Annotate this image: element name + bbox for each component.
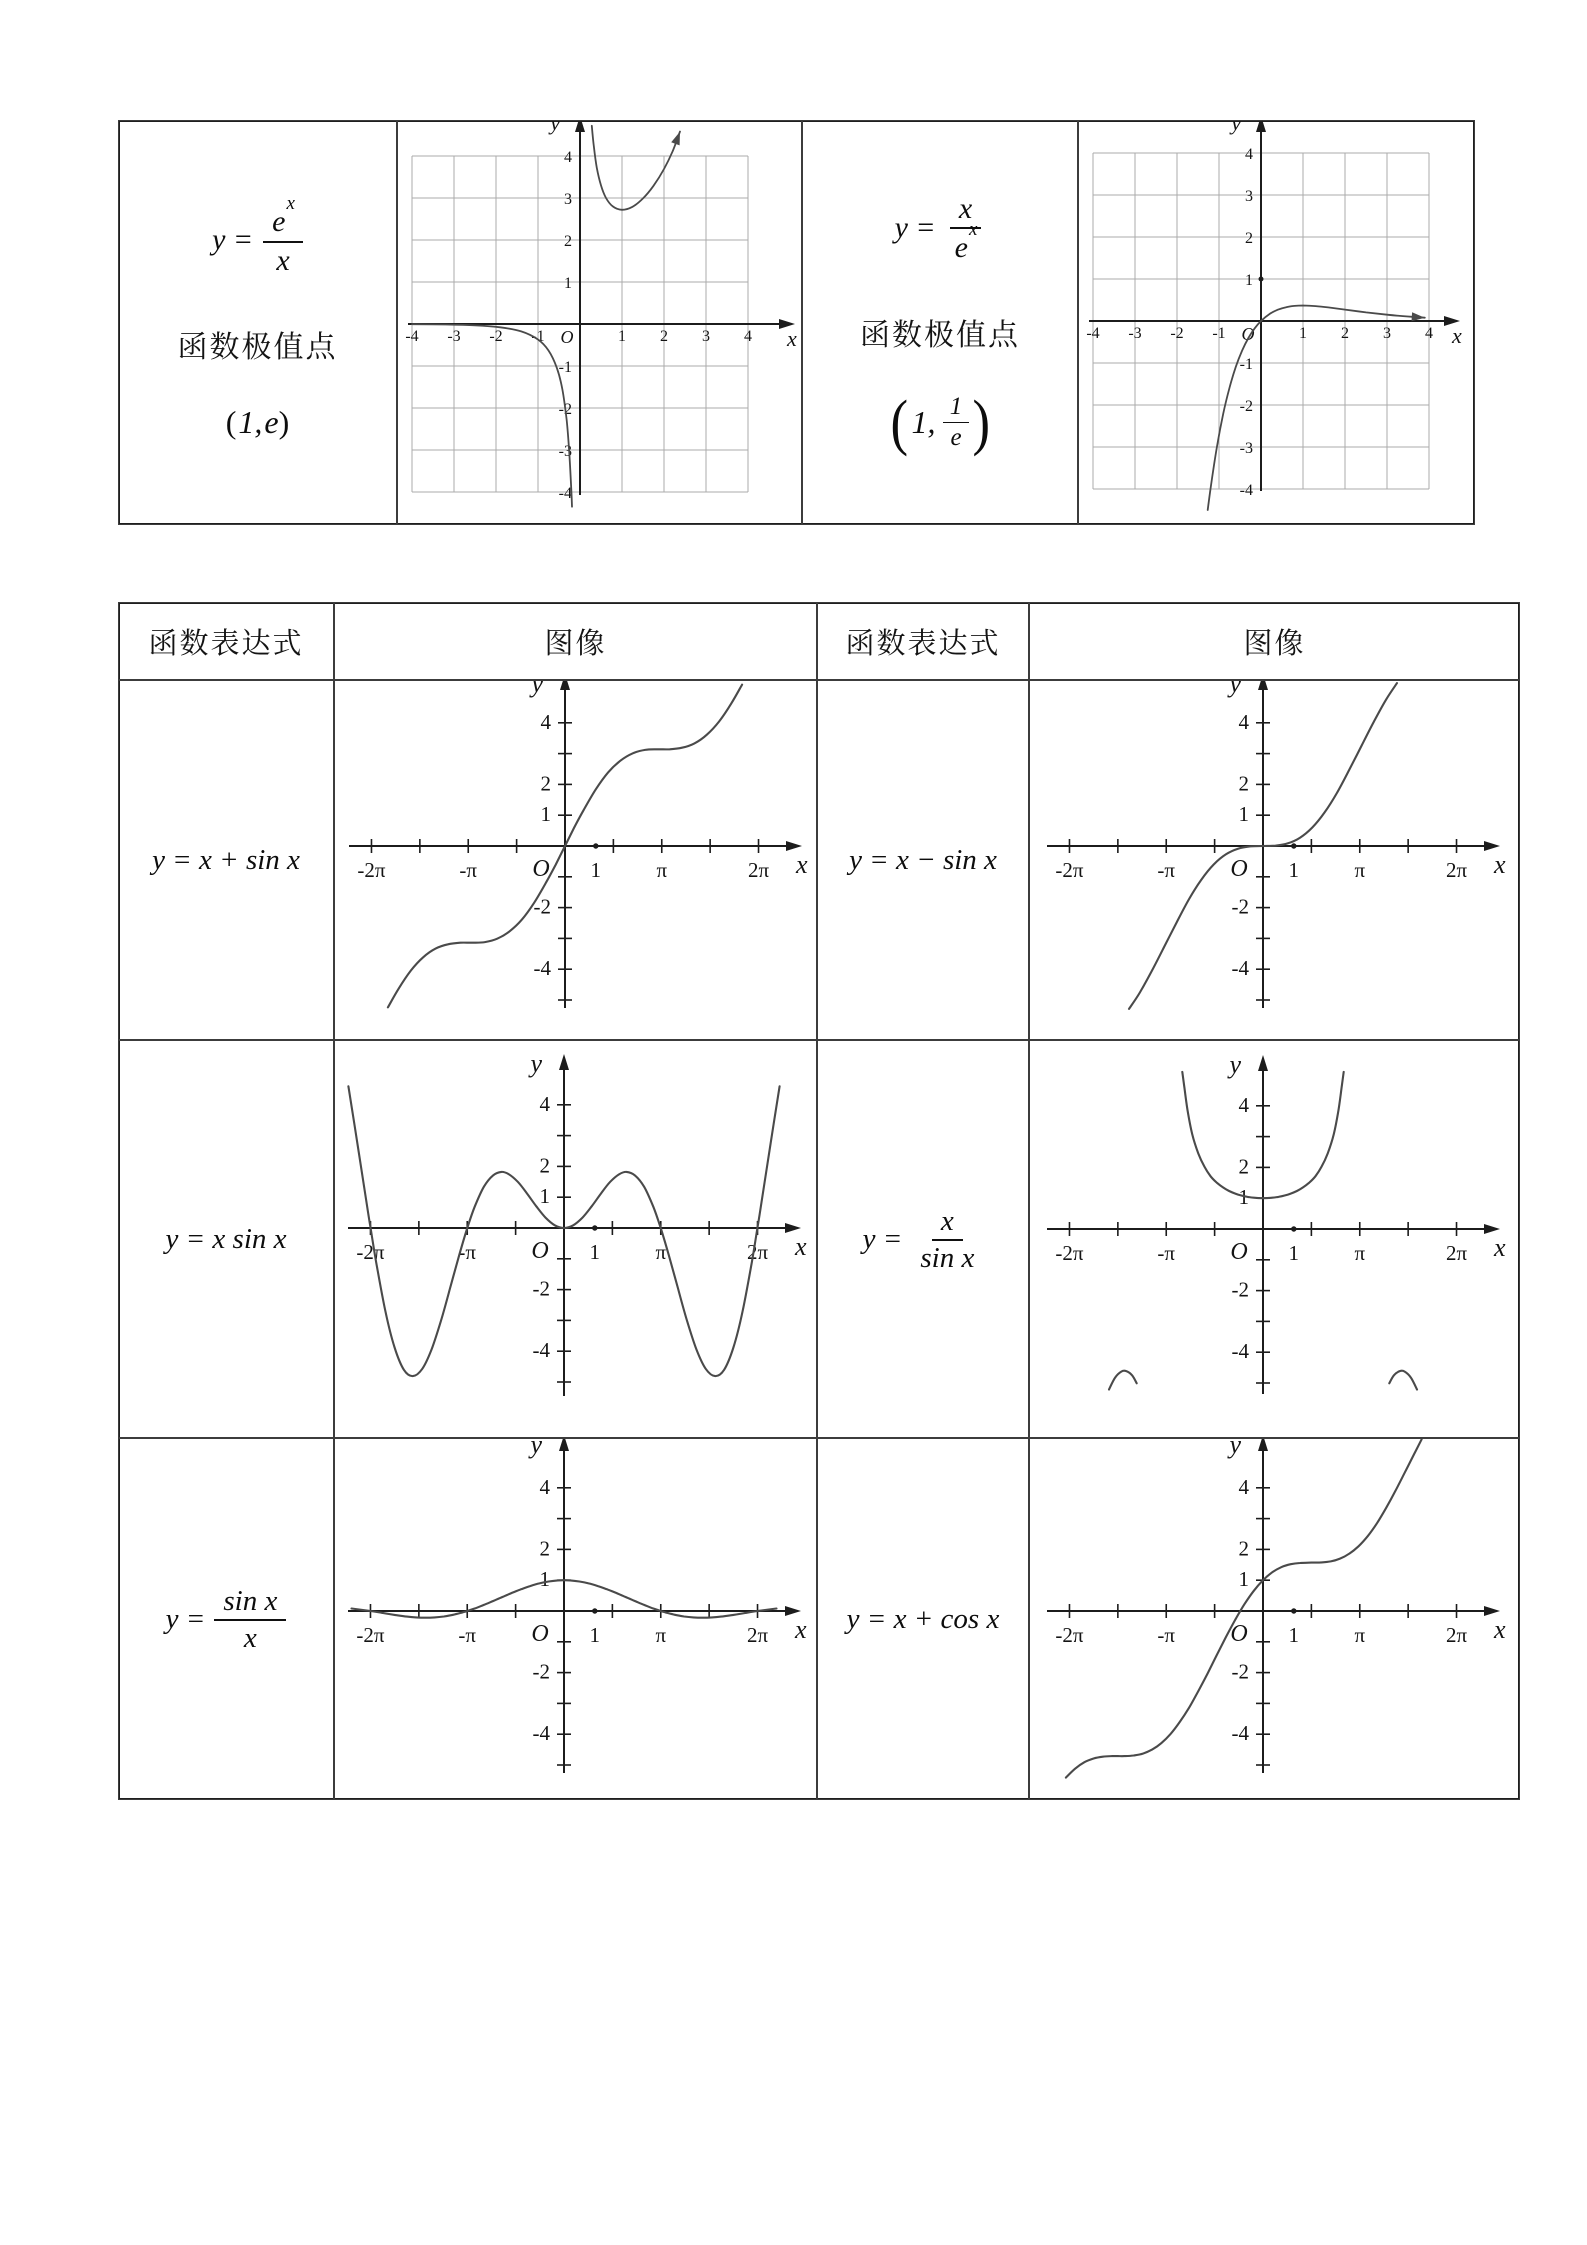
fraction-numerator: x xyxy=(950,192,981,230)
cell-graph-sinx-over-x xyxy=(334,1438,817,1800)
cell-graph-x-plus-sinx xyxy=(334,680,817,1040)
svg-text:-2: -2 xyxy=(1231,1659,1249,1684)
svg-text:1: 1 xyxy=(618,328,626,345)
svg-text:O: O xyxy=(1230,1621,1248,1647)
svg-text:-π: -π xyxy=(1157,1623,1176,1647)
svg-text:4: 4 xyxy=(539,1091,550,1116)
svg-text:π: π xyxy=(656,858,668,882)
svg-text:4: 4 xyxy=(1238,1092,1249,1117)
svg-text:2π: 2π xyxy=(747,858,770,882)
cell-formula-sinx-over-x xyxy=(118,1438,334,1800)
formula-x-over-sinx: y = $\frac{x}{\text{sin x}}$ xyxy=(862,1204,975,1274)
svg-text:4: 4 xyxy=(539,1474,550,1499)
svg-text:1: 1 xyxy=(540,802,551,827)
svg-text:1: 1 xyxy=(590,858,602,882)
svg-text:1: 1 xyxy=(1288,858,1300,882)
svg-text:O: O xyxy=(560,327,574,347)
svg-text:-2: -2 xyxy=(532,1659,550,1684)
svg-text:O: O xyxy=(1230,856,1248,882)
graph-x-sinx xyxy=(335,1041,817,1438)
extremum-point-1-over-e: ( 1, $\frac{1}{e}$ ) xyxy=(890,388,990,457)
svg-text:2: 2 xyxy=(1245,230,1253,247)
svg-text:2: 2 xyxy=(660,328,668,345)
svg-text:-4: -4 xyxy=(1231,1339,1249,1364)
header-graph-2: 图像 xyxy=(1029,602,1520,680)
svg-text:π: π xyxy=(655,1240,667,1264)
svg-text:y: y xyxy=(1229,1050,1241,1079)
svg-text:x: x xyxy=(795,1615,807,1644)
svg-text:y: y xyxy=(1229,681,1241,698)
header-expression-1: 函数表达式 xyxy=(118,602,334,680)
svg-text:1: 1 xyxy=(589,1240,601,1264)
formula-x-plus-sinx: y = x + sin x xyxy=(152,843,300,876)
svg-text:2: 2 xyxy=(539,1153,550,1178)
svg-text:-1: -1 xyxy=(1239,356,1253,373)
formula-x-over-ex xyxy=(895,192,986,264)
svg-text:-2: -2 xyxy=(489,328,503,345)
svg-text:-4: -4 xyxy=(1231,956,1249,981)
graph-x-over-sinx xyxy=(1030,1041,1520,1438)
svg-text:-1: -1 xyxy=(558,359,572,376)
svg-text:x: x xyxy=(795,1232,807,1261)
extremum-table-cell-graph-ex-over-x xyxy=(397,120,802,525)
formula-sinx-over-x: y = $\frac{\text{sin x}}{x}$ xyxy=(166,1585,287,1654)
cell-graph-x-sinx xyxy=(334,1040,817,1438)
graph-x-plus-sinx xyxy=(335,681,817,1040)
svg-text:1: 1 xyxy=(1238,802,1249,827)
cell-formula-x-sinx xyxy=(118,1040,334,1438)
svg-text:1: 1 xyxy=(1238,1567,1249,1592)
fraction-numerator: $e^x$ xyxy=(263,204,303,243)
fraction-denominator: $e^x$ xyxy=(954,219,978,264)
svg-text:x: x xyxy=(1494,1233,1506,1262)
svg-text:4: 4 xyxy=(744,328,752,345)
svg-text:x: x xyxy=(1452,323,1462,348)
svg-text:y: y xyxy=(1231,121,1241,135)
svg-text:-2π: -2π xyxy=(356,1240,385,1264)
graph-x-minus-sinx xyxy=(1030,681,1520,1040)
graph-sinx-over-x xyxy=(335,1439,817,1800)
cell-formula-x-plus-sinx xyxy=(118,680,334,1040)
svg-text:4: 4 xyxy=(1238,709,1249,734)
svg-text:4: 4 xyxy=(1425,325,1433,342)
svg-text:2π: 2π xyxy=(1445,1623,1468,1647)
formula-lhs: y = xyxy=(894,210,936,244)
formula-x-sinx: y = x sin x xyxy=(165,1222,287,1255)
svg-text:-1: -1 xyxy=(531,328,545,345)
svg-text:y: y xyxy=(530,1439,542,1459)
svg-text:2: 2 xyxy=(540,771,551,796)
graph-x-plus-cosx xyxy=(1030,1439,1520,1800)
header-graph-1: 图像 xyxy=(334,602,817,680)
svg-text:O: O xyxy=(531,1621,549,1647)
svg-text:-2π: -2π xyxy=(357,858,386,882)
svg-text:O: O xyxy=(1230,1239,1248,1265)
extremum-table-cell-formula-ex-over-x xyxy=(118,120,397,525)
cell-formula-x-over-sinx xyxy=(817,1040,1029,1438)
formula-ex-over-x xyxy=(212,193,303,277)
formula-x-plus-cosx: y = x + cos x xyxy=(846,1602,1000,1635)
fraction-denominator: x xyxy=(276,243,290,277)
svg-text:-2: -2 xyxy=(1239,398,1253,415)
svg-text:-2: -2 xyxy=(1231,894,1249,919)
extremum-table-cell-graph-x-over-ex xyxy=(1078,120,1475,525)
svg-text:π: π xyxy=(1354,858,1366,882)
cell-formula-x-plus-cosx xyxy=(817,1438,1029,1800)
extremum-table-cell-formula-x-over-ex xyxy=(802,120,1078,525)
svg-text:-π: -π xyxy=(458,1240,477,1264)
svg-text:-π: -π xyxy=(1157,1241,1176,1265)
svg-text:2π: 2π xyxy=(746,1240,769,1264)
fraction xyxy=(946,192,986,264)
svg-text:-π: -π xyxy=(1157,858,1176,882)
svg-text:-2π: -2π xyxy=(356,1623,385,1647)
svg-text:x: x xyxy=(787,326,797,351)
svg-text:-2: -2 xyxy=(558,401,572,418)
svg-text:1: 1 xyxy=(589,1623,601,1647)
cell-graph-x-minus-sinx xyxy=(1029,680,1520,1040)
svg-text:1: 1 xyxy=(1299,325,1307,342)
svg-text:O: O xyxy=(531,1238,549,1264)
cell-graph-x-plus-cosx xyxy=(1029,1438,1520,1800)
svg-text:-π: -π xyxy=(459,858,478,882)
svg-text:-2π: -2π xyxy=(1055,1241,1084,1265)
svg-text:π: π xyxy=(655,1623,667,1647)
svg-text:4: 4 xyxy=(1245,146,1253,163)
svg-text:-2: -2 xyxy=(532,1276,550,1301)
svg-text:-3: -3 xyxy=(1239,440,1253,457)
svg-text:2: 2 xyxy=(1238,771,1249,796)
svg-text:O: O xyxy=(1241,324,1255,344)
svg-text:-3: -3 xyxy=(1128,325,1142,342)
svg-text:-4: -4 xyxy=(532,1721,550,1746)
svg-text:-π: -π xyxy=(458,1623,477,1647)
svg-text:2: 2 xyxy=(564,233,572,250)
svg-text:y: y xyxy=(1229,1439,1241,1459)
svg-text:-2π: -2π xyxy=(1055,858,1084,882)
svg-text:y: y xyxy=(550,121,560,135)
svg-text:-4: -4 xyxy=(405,328,419,345)
svg-text:-4: -4 xyxy=(558,485,572,502)
svg-text:1: 1 xyxy=(1288,1241,1300,1265)
formula-x-minus-sinx: y = x − sin x xyxy=(849,843,997,876)
svg-text:1: 1 xyxy=(564,275,572,292)
formula-lhs: y = xyxy=(212,223,254,256)
svg-text:-4: -4 xyxy=(532,1338,550,1363)
svg-text:3: 3 xyxy=(1245,188,1253,205)
svg-text:-1: -1 xyxy=(1212,325,1226,342)
graph-ex-over-x xyxy=(398,121,802,525)
svg-text:y: y xyxy=(530,1049,542,1078)
cell-graph-x-over-sinx xyxy=(1029,1040,1520,1438)
svg-text:x: x xyxy=(1494,1615,1506,1644)
svg-text:4: 4 xyxy=(564,149,572,166)
svg-text:-2π: -2π xyxy=(1055,1623,1084,1647)
graph-x-over-ex xyxy=(1079,121,1475,525)
svg-text:1: 1 xyxy=(1245,272,1253,289)
svg-text:4: 4 xyxy=(1238,1474,1249,1499)
svg-text:π: π xyxy=(1354,1241,1366,1265)
svg-text:2π: 2π xyxy=(746,1623,769,1647)
extremum-point-1-e: ( 1, e ) xyxy=(225,404,290,440)
svg-text:1: 1 xyxy=(539,1567,550,1592)
svg-text:3: 3 xyxy=(1383,325,1391,342)
svg-text:-4: -4 xyxy=(1231,1721,1249,1746)
svg-text:2: 2 xyxy=(1341,325,1349,342)
cell-formula-x-minus-sinx xyxy=(817,680,1029,1040)
header-expression-2: 函数表达式 xyxy=(817,602,1029,680)
svg-text:π: π xyxy=(1354,1623,1366,1647)
svg-text:2π: 2π xyxy=(1445,858,1468,882)
svg-text:1: 1 xyxy=(1288,1623,1300,1647)
svg-text:4: 4 xyxy=(540,709,551,734)
svg-text:-4: -4 xyxy=(1086,325,1100,342)
svg-text:2: 2 xyxy=(1238,1536,1249,1561)
svg-text:3: 3 xyxy=(564,191,572,208)
svg-text:x: x xyxy=(1494,850,1506,879)
svg-text:1: 1 xyxy=(1238,1185,1249,1210)
extremum-caption: 函数极值点 xyxy=(177,331,338,364)
svg-text:O: O xyxy=(532,856,550,882)
svg-text:-2: -2 xyxy=(1170,325,1184,342)
svg-text:2: 2 xyxy=(539,1536,550,1561)
svg-text:-3: -3 xyxy=(558,443,572,460)
svg-text:y: y xyxy=(531,681,543,698)
svg-text:-4: -4 xyxy=(533,956,551,981)
fraction xyxy=(263,193,303,277)
svg-text:-2: -2 xyxy=(1231,1277,1249,1302)
svg-text:-2: -2 xyxy=(533,894,551,919)
svg-text:x: x xyxy=(796,850,808,879)
extremum-caption: 函数极值点 xyxy=(860,318,1020,352)
svg-text:-3: -3 xyxy=(447,328,461,345)
svg-text:1: 1 xyxy=(539,1184,550,1209)
point-fraction: $\frac{1}{e}$ xyxy=(941,394,970,452)
svg-text:3: 3 xyxy=(702,328,710,345)
svg-text:2π: 2π xyxy=(1445,1241,1468,1265)
svg-text:2: 2 xyxy=(1238,1154,1249,1179)
svg-text:-4: -4 xyxy=(1239,482,1253,499)
